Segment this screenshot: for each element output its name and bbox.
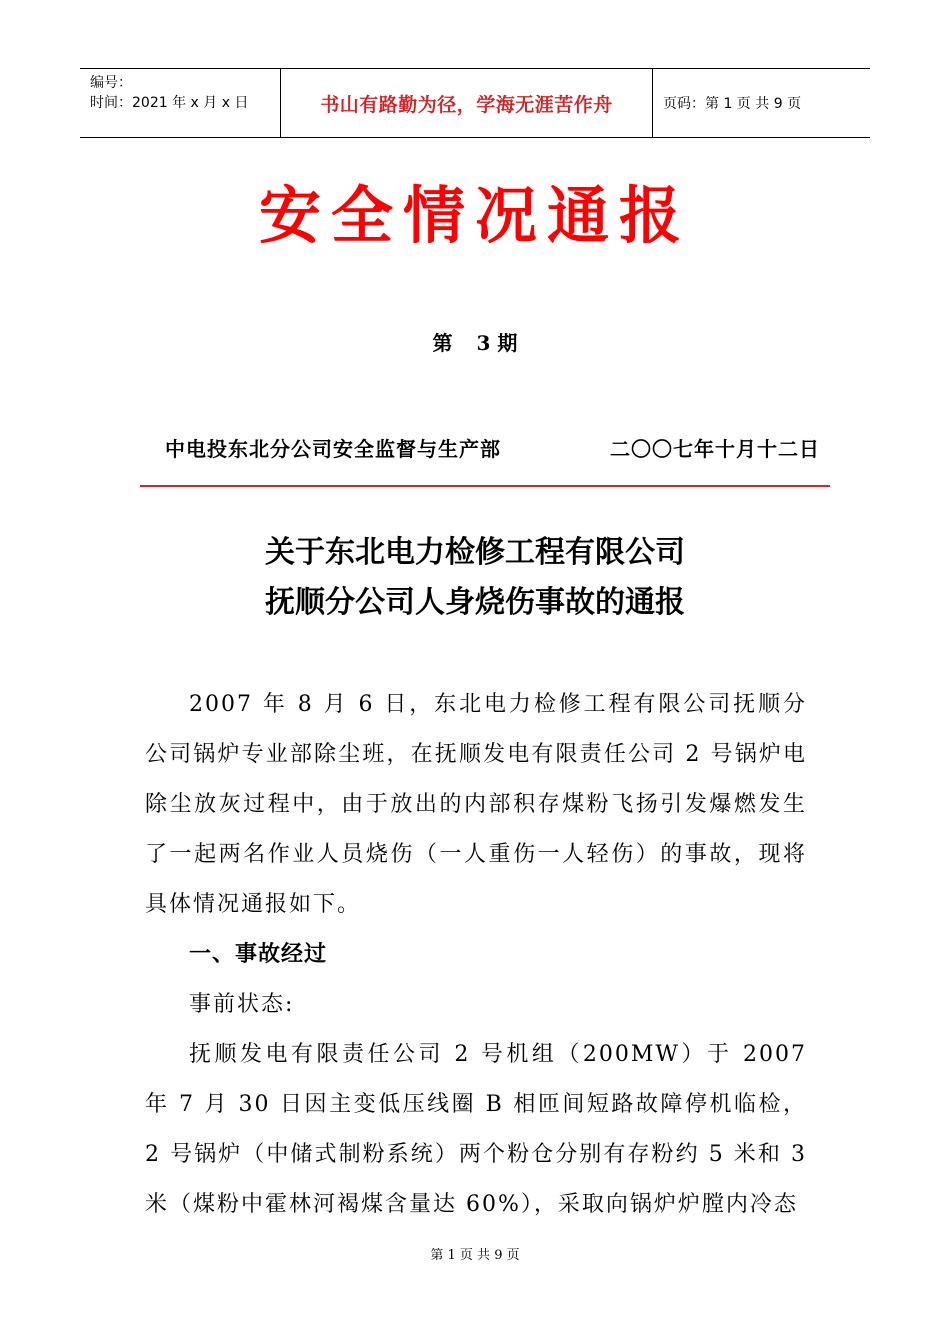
header-meta-cell (80, 69, 281, 137)
paragraph-detail: 抚顺发电有限责任公司 2 号机组（200MW）于 2007 年 7 月 30 日因主变低压线圈 B 相匝间短路故障停机临检，2 号锅炉（中储式制粉系统）两个粉仓分别有存粉约 5 米和 3 米（煤粉中霍林河褐煤含量达 60%），采取向锅炉炉膛内冷态 (145, 1042, 807, 1217)
document-body (145, 680, 807, 1230)
time-label: 时间：2021 年 x 月 x 日 (90, 95, 249, 111)
document-title-line-2: 抚顺分公司人身烧伤事故的通报 (265, 585, 685, 620)
document-title-line-1: 关于东北电力检修工程有限公司 (265, 535, 685, 570)
red-divider (140, 485, 830, 487)
issue-number (0, 328, 950, 358)
code-label: 编号： (90, 75, 132, 91)
paragraph-intro: 2007 年 8 月 6 日，东北电力检修工程有限公司抚顺分公司锅炉专业部除尘班，在抚顺发电有限责任公司 2 号锅炉电除尘放灰过程中，由于放出的内部积存煤粉飞扬引发爆燃发生了一起两名作业人员烧伤（一人重伤一人轻伤）的事故，现将具体情况通报如下。 (145, 692, 807, 917)
page-footer: 第 1 页 共 9 页 (430, 1248, 520, 1263)
issue-value: 3 期 (476, 331, 518, 355)
header-page-info: 页码：第 1 页 共 9 页 (663, 96, 802, 112)
header-slogan: 书山有路勤为径，学海无涯苦作舟 (281, 69, 653, 137)
department-name: 中电投东北分公司安全监督与生产部 (165, 437, 501, 461)
header-table (80, 68, 870, 138)
report-title: 安全情况通报 (258, 179, 691, 252)
issue-date: 二〇〇七年十月十二日 (610, 437, 820, 461)
paragraph-pre-state: 事前状态: (189, 992, 295, 1017)
document-title (0, 528, 950, 628)
issue-prefix: 第 (432, 331, 453, 355)
section-heading: 一、事故经过 (189, 942, 328, 967)
